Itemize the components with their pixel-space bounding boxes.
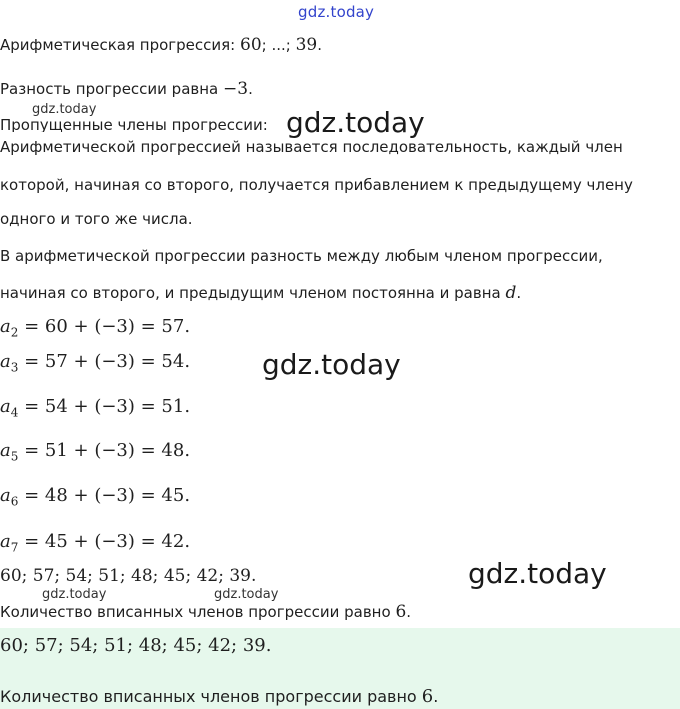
formula-line: $a_3 = 57 + (-3) = 54$. <box>0 351 191 375</box>
math-value: 6 <box>395 602 407 622</box>
text-label: . <box>248 80 253 98</box>
math-value: 39 <box>295 35 318 55</box>
math-value: 6 <box>421 686 434 707</box>
text-label: . <box>433 687 439 706</box>
definition-line <box>0 283 521 303</box>
formula-line: $a_4 = 54 + (-3) = 51$. <box>0 396 191 420</box>
given-progression <box>0 35 322 55</box>
count-statement <box>0 602 411 622</box>
difference-statement <box>0 79 253 99</box>
text-label: . <box>516 284 522 302</box>
definition-line: которой, начиная со второго, получается прибавлением к предыдущему члену <box>0 176 633 194</box>
watermark-large: gdz.today <box>262 348 401 381</box>
watermark-small: gdz.today <box>214 587 279 602</box>
definition-line: В арифметической прогрессии разность между любым членом прогрессии, <box>0 247 603 265</box>
missing-terms-heading <box>0 116 268 132</box>
text-label: Арифметическая прогрессия: <box>0 36 240 54</box>
text-label: начиная со второго, и предыдущим членом постоянна и равна <box>0 284 506 302</box>
math-value: −3 <box>223 79 249 99</box>
text-label: Количество вписанных членов прогрессии равно <box>0 687 422 706</box>
definition-line: одного и того же числа. <box>0 210 193 228</box>
formula-line: $a_7 = 45 + (-3) = 42$. <box>0 531 191 555</box>
text-label: ; ...; <box>261 36 296 54</box>
text-label: . <box>317 36 323 54</box>
answer-sequence: 60; 57; 54; 51; 48; 45; 42; 39. <box>0 635 272 656</box>
watermark-large: gdz.today <box>468 557 607 590</box>
text-label: Количество вписанных членов прогрессии равно <box>0 603 396 621</box>
watermark-large: gdz.today <box>286 106 425 139</box>
text-label: . <box>406 603 412 621</box>
math-value: 60 <box>240 35 262 55</box>
formula-line: $a_6 = 48 + (-3) = 45$. <box>0 485 191 509</box>
watermark-top: gdz.today <box>298 3 375 21</box>
text-label: Разность прогрессии равна <box>0 80 224 98</box>
definition-line: Арифметической прогрессией называется последовательность, каждый член <box>0 138 623 156</box>
formula-line: $a_2 = 60 + (-3) = 57$. <box>0 316 191 340</box>
sequence-result: 60; 57; 54; 51; 48; 45; 42; 39. <box>0 566 257 586</box>
watermark-small: gdz.today <box>32 102 97 117</box>
answer-count <box>0 686 438 707</box>
text-label: Пропущенные члены прогрессии: <box>0 116 268 132</box>
math-value: d <box>505 283 517 303</box>
formula-line: $a_5 = 51 + (-3) = 48$. <box>0 440 191 464</box>
watermark-small: gdz.today <box>42 587 107 602</box>
